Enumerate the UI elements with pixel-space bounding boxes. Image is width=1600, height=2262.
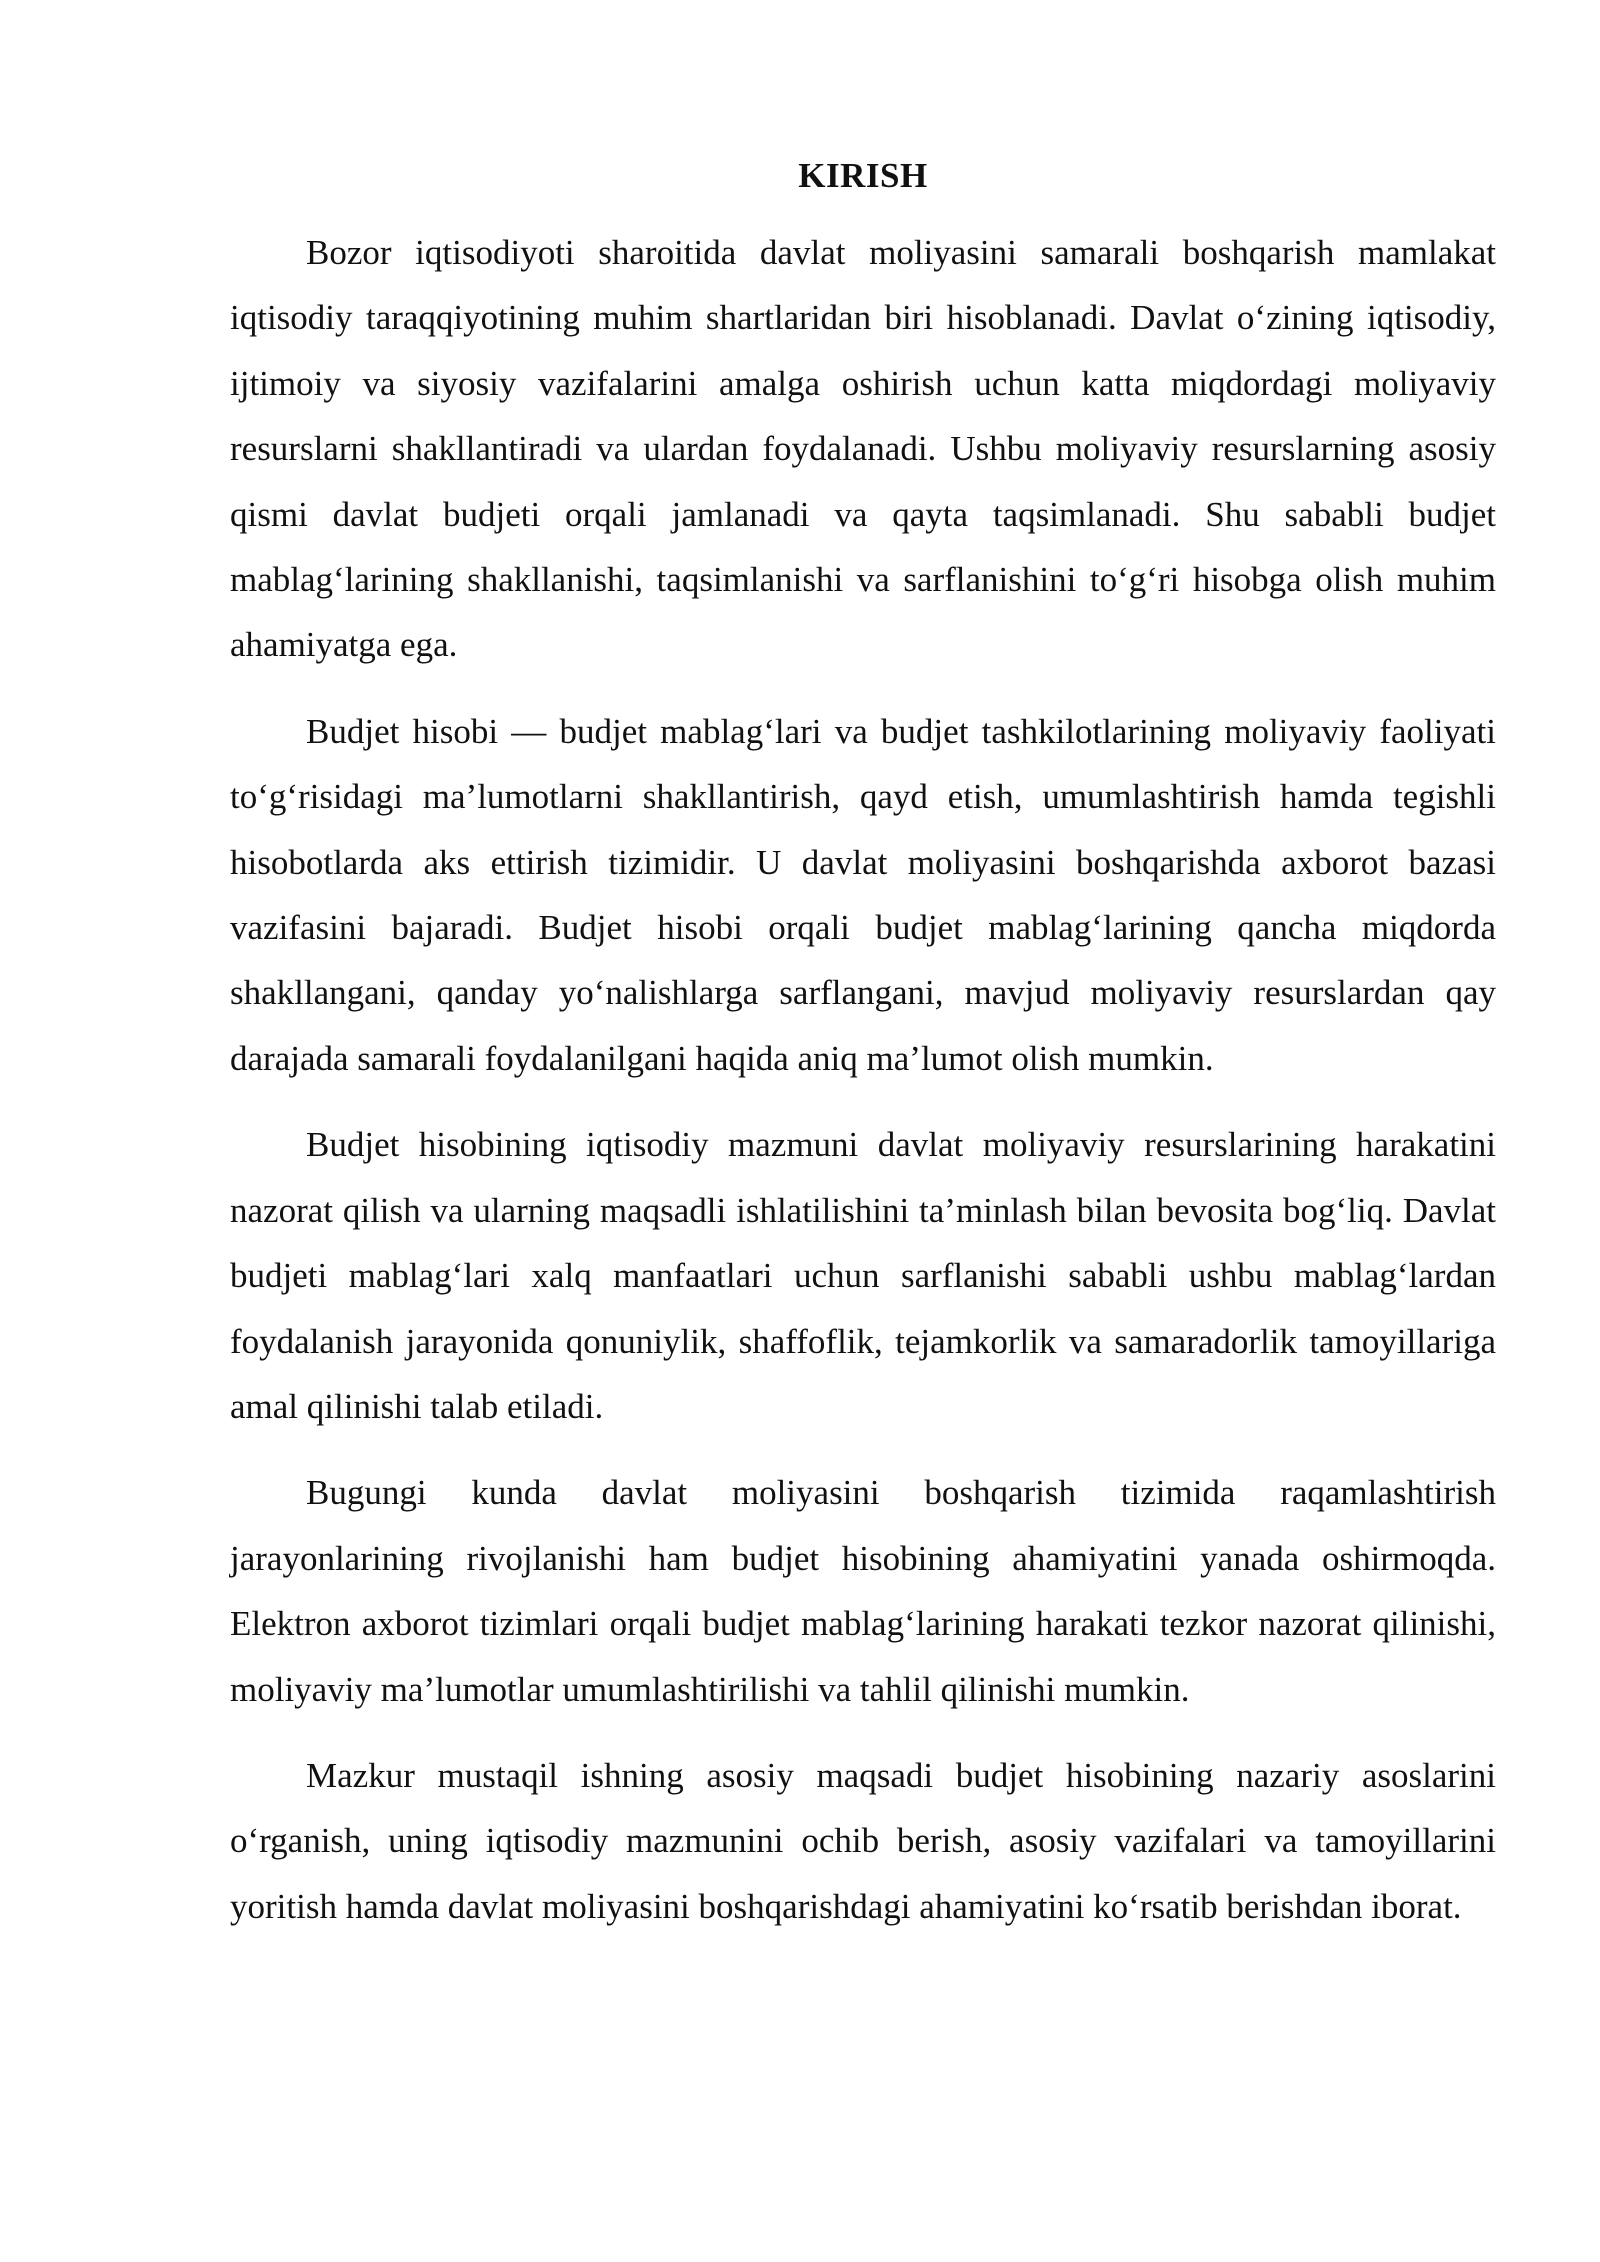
section-title: KIRISH — [798, 156, 928, 195]
paragraph-2: Budjet hisobi — budjet mablag‘lari va budjet tashkilotlarining moliyaviy faoliyati to‘g‘risidagi ma’lumotlarni shakllantirish, qayd etish, umumlashtirish hamda tegishli hisobotlarda aks ettirish tizimidir. U davlat moliyasini boshqarishda axborot bazasi vazifasini bajaradi. Budjet hisobi orqali budjet mablag‘larining qancha miqdorda shakllangani, qanday yo‘nalishlarga sarflangani, mavjud moliyaviy resurslardan qay darajada samarali foydalanilgani haqida aniq ma’lumot olish mumkin. — [230, 711, 1496, 1078]
paragraph-1: Bozor iqtisodiyoti sharoitida davlat moliyasini samarali boshqarish mamlakat iqtisodiy taraqqiyotining muhim shartlaridan biri hisoblanadi. Davlat o‘zining iqtisodiy, ijtimoiy va siyosiy vazifalarini amalga oshirish uchun katta miqdordagi moliyaviy resurslarni shakllantiradi va ulardan foydalanadi. Ushbu moliyaviy resurslarning asosiy qismi davlat budjeti orqali jamlanadi va qayta taqsimlanadi. Shu sababli budjet mablag‘larining shakllanishi, taqsimlanishi va sarflanishini to‘g‘ri hisobga olish muhim ahamiyatga ega. — [230, 233, 1496, 665]
paragraph-3: Budjet hisobining iqtisodiy mazmuni davlat moliyaviy resurslarining harakatini nazorat qilish va ularning maqsadli ishlatilishini ta’minlash bilan bevosita bog‘liq. Davlat budjeti mablag‘lari xalq manfaatlari uchun sarflanishi sababli ushbu mablag‘lardan foydalanish jarayonida qonuniylik, shaffoflik, tejamkorlik va samaradorlik tamoyillariga amal qilinishi talab etiladi. — [230, 1125, 1496, 1426]
paragraph-4: Bugungi kunda davlat moliyasini boshqarish tizimida raqamlashtirish jarayonlarining rivojlanishi ham budjet hisobining ahamiyatini yanada oshirmoqda. Elektron axborot tizimlari orqali budjet mablag‘larining harakati tezkor nazorat qilinishi, moliyaviy ma’lumotlar umumlashtirilishi va tahlil qilinishi mumkin. — [230, 1473, 1496, 1709]
document-body — [230, 145, 1496, 1960]
paragraph-5: Mazkur mustaqil ishning asosiy maqsadi budjet hisobining nazariy asoslarini o‘rganish, uning iqtisodiy mazmunini ochib berish, asosiy vazifalari va tamoyillarini yoritish hamda davlat moliyasini boshqarishdagi ahamiyatini ko‘rsatib berishdan iborat. — [230, 1755, 1496, 1926]
